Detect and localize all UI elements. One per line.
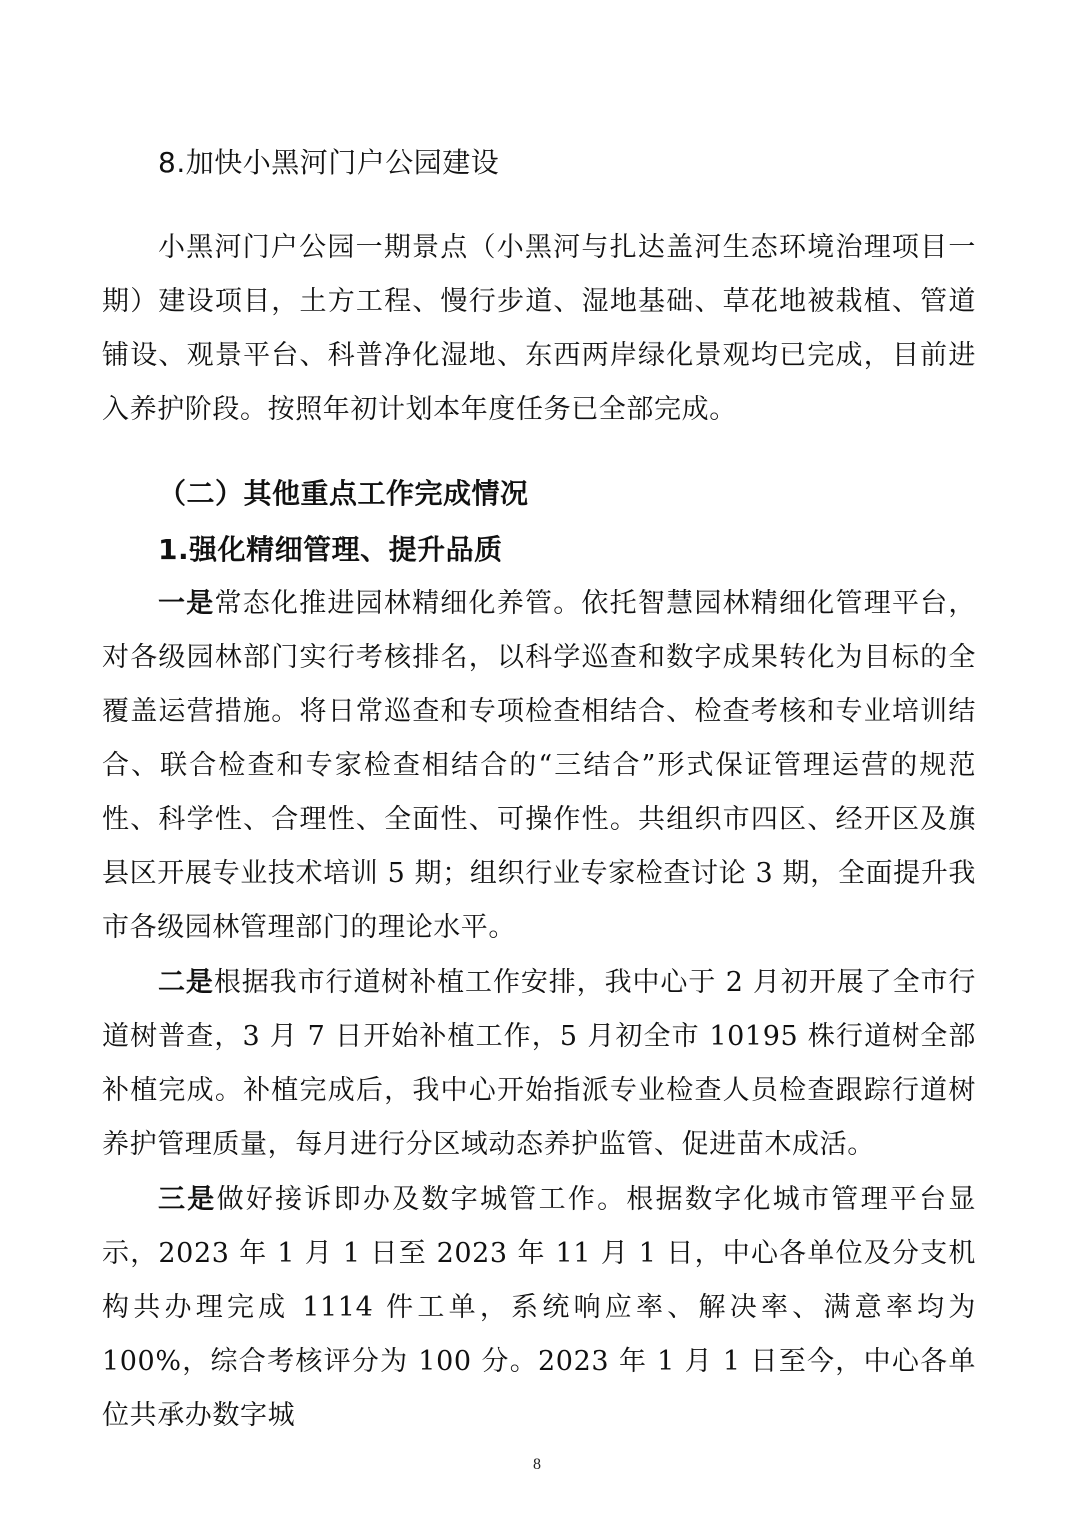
paragraph-item-2 [102, 956, 976, 1172]
item-1-lead: 一是 [158, 588, 215, 619]
paragraph-item-3 [102, 1173, 976, 1443]
section-8-paragraph: 小黑河门户公园一期景点（小黑河与扎达盖河生态环境治理项目一期）建设项目，土方工程、慢行步道、湿地基础、草花地被栽植、管道铺设、观景平台、科普净化湿地、东西两岸绿化景观均已完成，目前进入养护阶段。按照年初计划本年度任务已全部完成。 [102, 232, 976, 425]
subsection-1-heading: 1.强化精细管理、提升品质 [158, 533, 503, 566]
part-2-heading: （二）其他重点工作完成情况 [158, 477, 529, 510]
item-3-text: 做好接诉即办及数字城管工作。根据数字化城市管理平台显示，2023 年 1 月 1 日至 2023 年 11 月 1 日，中心各单位及分支机构共办理完成 1114 件工单，系统响应率、解决率、满意率均为 100%，综合考核评分为 100 分。2023 年 1 月 1 日至今，中心各单位共承办数字城 [102, 1184, 977, 1431]
page-number: 8 [533, 1456, 541, 1473]
item-2-text: 根据我市行道树补植工作安排，我中心于 2 月初开展了全市行道树普查，3 月 7 日开始补植工作，5 月初全市 10195 株行道树全部补植完成。补植完成后，我中心开始指派专业检查人员检查跟踪行道树养护管理质量，每月进行分区域动态养护监管、促进苗木成活。 [102, 967, 976, 1160]
item-2-lead: 二是 [158, 967, 214, 998]
section-8-heading: 8.加快小黑河门户公园建设 [158, 146, 500, 179]
paragraph-item-1 [102, 577, 976, 955]
item-3-lead: 三是 [158, 1184, 217, 1215]
item-1-text: 常态化推进园林精细化养管。依托智慧园林精细化管理平台，对各级园林部门实行考核排名，以科学巡查和数字成果转化为目标的全覆盖运营措施。将日常巡查和专项检查相结合、检查考核和专业培训结合、联合检查和专家检查相结合的“三结合”形式保证管理运营的规范性、科学性、合理性、全面性、可操作性。共组织市四区、经开区及旗县区开展专业技术培训 5 期；组织行业专家检查讨论 3 期，全面提升我市各级园林管理部门的理论水平。 [102, 588, 977, 943]
